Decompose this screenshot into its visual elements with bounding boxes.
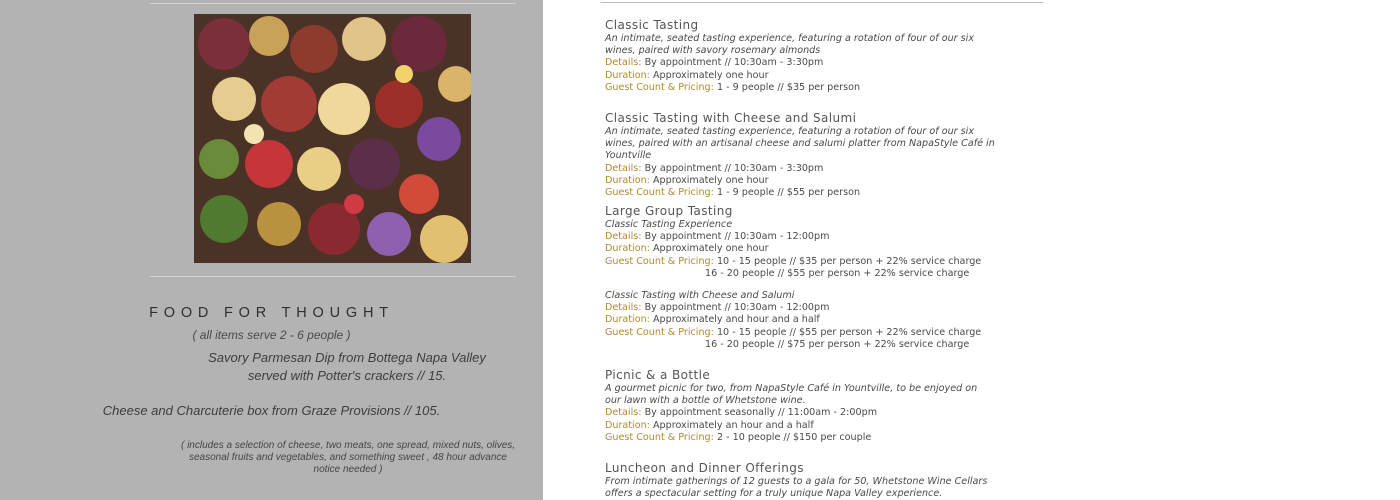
charcuterie-illustration xyxy=(194,14,471,263)
duration-label: Duration: xyxy=(605,419,650,431)
menu-item-charcuterie-note: ( includes a selection of cheese, two meats, one spread, mixed nuts, olives, seasonal fruits and vegetables, and something sweet , 48 hour advance notice needed ) xyxy=(180,440,516,475)
offering-large-group xyxy=(605,203,1005,280)
offering-description: From intimate gatherings of 12 guests to a gala for 50, Whetstone Wine Cellars offers a spectacular setting for a truly unique Napa Valley experience. xyxy=(605,476,988,500)
charcuterie-board-photo xyxy=(194,14,471,263)
details-label: Details: xyxy=(605,407,642,419)
offering-large-group-cheese xyxy=(605,290,1005,351)
menu-title: FOOD FOR THOUGHT xyxy=(149,305,394,321)
pricing-label: Guest Count & Pricing: xyxy=(605,187,714,199)
top-rule xyxy=(601,2,1043,3)
details-label: Details: xyxy=(605,231,642,243)
duration-value: Approximately one hour xyxy=(652,69,769,81)
offering-title: Luncheon and Dinner Offerings xyxy=(605,461,804,475)
pricing-value: 1 - 9 people // $55 per person xyxy=(716,187,861,199)
duration-value: Approximately and hour and a half xyxy=(652,314,820,326)
offering-title: Large Group Tasting xyxy=(605,204,733,218)
duration-label: Duration: xyxy=(605,243,650,255)
duration-label: Duration: xyxy=(605,69,650,81)
details-value: By appointment // 10:30am - 3:30pm xyxy=(644,57,824,69)
menu-item-charcuterie-box: Cheese and Charcuterie box from Graze Provisions // 105. xyxy=(102,403,441,418)
duration-label: Duration: xyxy=(605,174,650,186)
details-value: By appointment seasonally // 11:00am - 2:00pm xyxy=(644,407,878,419)
pricing-value-2: 16 - 20 people // $75 per person + 22% service charge xyxy=(705,338,970,350)
menu-item-parmesan-dip: Savory Parmesan Dip from Bottega Napa Valley served with Potter's crackers // 15. xyxy=(208,350,486,383)
offering-title: Classic Tasting with Cheese and Salumi xyxy=(605,111,857,125)
pricing-label: Guest Count & Pricing: xyxy=(605,81,714,93)
photo-divider xyxy=(150,276,516,277)
details-label: Details: xyxy=(605,302,642,314)
pricing-value: 1 - 9 people // $35 per person xyxy=(716,81,861,93)
offering-title: Picnic & a Bottle xyxy=(605,368,711,382)
pricing-label: Guest Count & Pricing: xyxy=(605,255,714,267)
offering-picnic xyxy=(605,367,1005,444)
details-label: Details: xyxy=(605,162,642,174)
offering-title: Classic Tasting xyxy=(605,18,699,32)
menu-serving-note: ( all items serve 2 - 6 people ) xyxy=(192,328,351,342)
details-value: By appointment // 10:30am - 3:30pm xyxy=(644,162,824,174)
top-divider xyxy=(150,3,516,4)
pricing-value: 2 - 10 people // $150 per couple xyxy=(716,431,872,443)
pricing-value: 10 - 15 people // $55 per person + 22% service charge xyxy=(716,326,982,338)
duration-value: Approximately one hour xyxy=(652,174,769,186)
details-value: By appointment // 10:30am - 12:00pm xyxy=(644,231,830,243)
details-label: Details: xyxy=(605,57,642,69)
pricing-value: 10 - 15 people // $35 per person + 22% service charge xyxy=(716,255,982,267)
pricing-label: Guest Count & Pricing: xyxy=(605,431,714,443)
offering-subtitle: Classic Tasting Experience xyxy=(605,219,733,230)
offering-classic-cheese-salumi xyxy=(605,110,1005,199)
offering-subtitle: Classic Tasting with Cheese and Salumi xyxy=(605,290,795,301)
tasting-offerings-panel xyxy=(543,0,1400,500)
details-value: By appointment // 10:30am - 12:00pm xyxy=(644,302,830,314)
offering-classic-tasting xyxy=(605,17,1005,94)
duration-value: Approximately one hour xyxy=(652,243,769,255)
pricing-value-2: 16 - 20 people // $55 per person + 22% service charge xyxy=(705,267,970,279)
duration-label: Duration: xyxy=(605,314,650,326)
offering-description: An intimate, seated tasting experience, featuring a rotation of four of our six wines, paired with savory rosemary almonds xyxy=(605,33,975,57)
left-menu-panel xyxy=(0,0,543,500)
offering-description: A gourmet picnic for two, from NapaStyle Café in Yountville, to be enjoyed on our lawn with a bottle of Whetstone wine. xyxy=(605,383,978,407)
duration-value: Approximately an hour and a half xyxy=(652,419,814,431)
offering-luncheon-dinner xyxy=(605,460,1005,500)
pricing-label: Guest Count & Pricing: xyxy=(605,326,714,338)
offering-description: An intimate, seated tasting experience, featuring a rotation of four of our six wines, paired with an artisanal cheese and salumi platter from NapaStyle Café in Yountville xyxy=(605,126,995,162)
